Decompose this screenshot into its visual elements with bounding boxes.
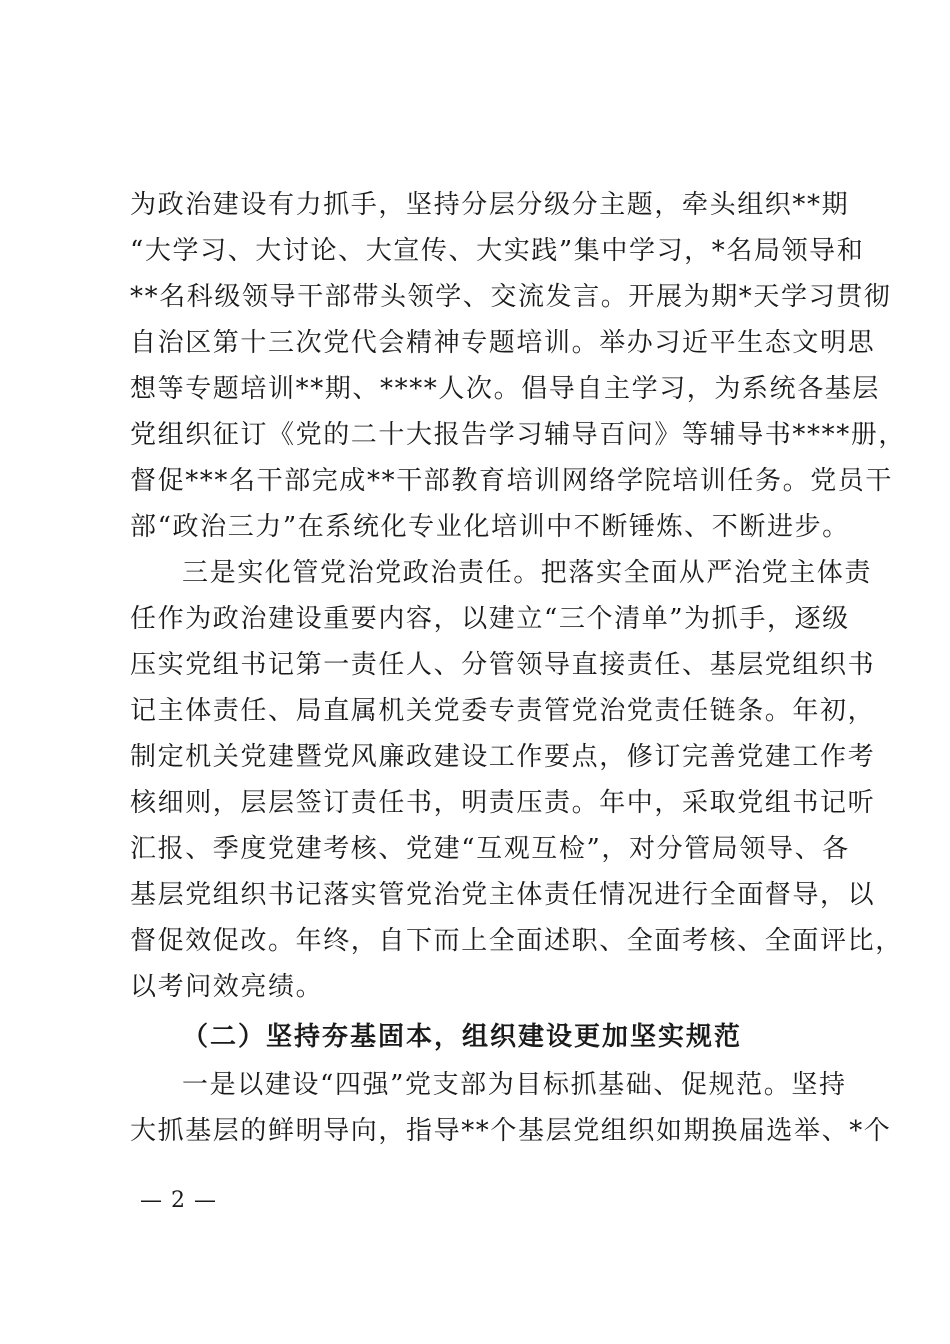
paragraph-line: 汇报、季度党建考核、党建“互观互检”，对分管局领导、各 — [130, 834, 850, 864]
paragraph-first-line: 三是实化管党治党政治责任。把落实全面从严治党主体责 — [182, 558, 873, 588]
paragraph-line: 任作为政治建设重要内容，以建立“三个清单”为抓手，逐级 — [130, 604, 850, 634]
paragraph-first-line: 一是以建设“四强”党支部为目标抓基础、促规范。坚持 — [182, 1070, 847, 1100]
paragraph-line: 核细则，层层签订责任书，明责压责。年中，采取党组书记听 — [130, 788, 876, 818]
paragraph-line: 自治区第十三次党代会精神专题培训。举办习近平生态文明思 — [130, 328, 876, 358]
paragraph-line: 以考问效亮绩。 — [130, 972, 324, 1002]
paragraph-line: 部“政治三力”在系统化专业化培训中不断锤炼、不断进步。 — [130, 512, 850, 542]
paragraph-line: 督促效促改。年终，自下而上全面述职、全面考核、全面评比， — [130, 926, 903, 956]
paragraph-line: 为政治建设有力抓手，坚持分层分级分主题，牵头组织**期 — [130, 190, 850, 220]
paragraph-line: 大抓基层的鲜明导向，指导**个基层党组织如期换届选举、*个 — [130, 1116, 892, 1146]
paragraph-line: 基层党组织书记落实管党治党主体责任情况进行全面督导，以 — [130, 880, 876, 910]
paragraph-line: 党组织征订《党的二十大报告学习辅导百问》等辅导书****册， — [130, 420, 907, 450]
section-heading: （二）坚持夯基固本，组织建设更加坚实规范 — [182, 1022, 743, 1052]
paragraph-line: **名科级领导干部带头领学、交流发言。开展为期*天学习贯彻 — [130, 282, 892, 312]
paragraph-line: 想等专题培训**期、****人次。倡导自主学习，为系统各基层 — [130, 374, 881, 404]
paragraph-line: 制定机关党建暨党风廉政建设工作要点，修订完善党建工作考 — [130, 742, 876, 772]
paragraph-line: “大学习、大讨论、大宣传、大实践”集中学习，*名局领导和 — [130, 236, 865, 266]
paragraph-line: 督促***名干部完成**干部教育培训网络学院培训任务。党员干 — [130, 466, 894, 496]
paragraph-line: 记主体责任、局直属机关党委专责管党治党责任链条。年初， — [130, 696, 876, 726]
page-number: — 2 — — [140, 1188, 217, 1213]
paragraph-line: 压实党组书记第一责任人、分管领导直接责任、基层党组织书 — [130, 650, 876, 680]
